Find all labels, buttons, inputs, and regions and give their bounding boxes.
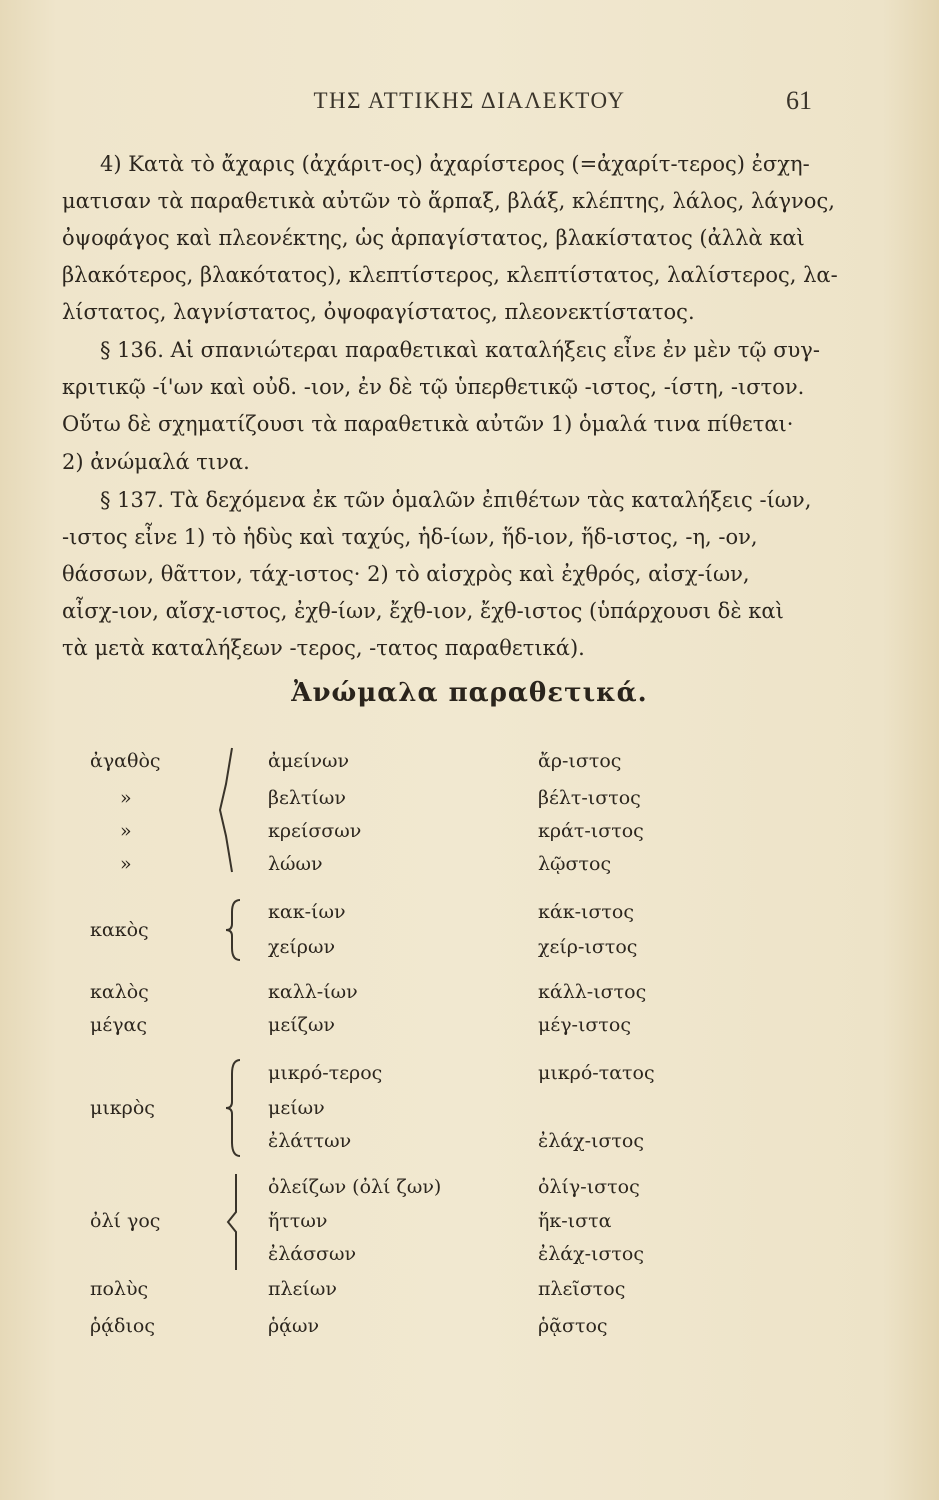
text-line: Οὕτω δὲ σχηματίζουσι τὰ παραθετικὰ αὐτῶν 1) ὁμαλά τινα πίθεται· — [62, 412, 794, 436]
grouping-brace — [212, 744, 242, 876]
superlative-form: χείρ-ιστος — [538, 936, 638, 958]
positive-form: πολὺς — [90, 1278, 149, 1300]
comparative-form: μικρό-τερος — [268, 1062, 383, 1084]
superlative-form: ἐλάχ-ιστος — [538, 1130, 645, 1152]
positive-form: ἀγαθὸς — [90, 750, 161, 772]
positive-form: μέγας — [90, 1014, 148, 1036]
superlative-form: κάλλ-ιστος — [538, 981, 647, 1003]
comparative-form: χείρων — [268, 936, 336, 958]
text-line: 2) ἀνώμαλά τινα. — [62, 450, 250, 474]
grouping-brace — [222, 1172, 246, 1272]
comparative-form: μείζων — [268, 1014, 335, 1036]
text-line: ματισαν τὰ παραθετικὰ αὐτῶν τὸ ἅρπαξ, βλάξ, κλέπτης, λάλος, λάγνος, — [62, 189, 835, 213]
comparative-form: καλλ-ίων — [268, 981, 358, 1003]
positive-form: μικρὸς — [90, 1097, 155, 1119]
positive-form: » — [120, 820, 132, 842]
positive-form: » — [120, 787, 132, 809]
text-line: ὀψοφάγος καὶ πλεονέκτης, ὡς ἁρπαγίστατος, βλακίστατος (ἀλλὰ καὶ — [62, 226, 805, 250]
superlative-form: βέλτ-ιστος — [538, 787, 641, 809]
comparative-form: ἐλάττων — [268, 1130, 352, 1152]
text-line: θάσσων, θᾶττον, τάχ-ιστος· 2) τὸ αἰσχρὸς καὶ ἐχθρός, αἰσχ-ίων, — [62, 562, 750, 586]
text-line: κριτικῷ -ί'ων καὶ οὐδ. -ιον, ἐν δὲ τῷ ὑπερθετικῷ -ιστος, -ίστη, -ιστον. — [62, 375, 805, 399]
grouping-brace — [222, 1058, 246, 1158]
superlative-form: μικρό-τατος — [538, 1062, 655, 1084]
text-line: § 136. Αἱ σπανιώτεραι παραθετικαὶ καταλήξεις εἶνε ἐν μὲν τῷ συγ- — [100, 338, 820, 362]
grouping-brace — [222, 898, 246, 962]
comparative-form: κρείσσων — [268, 820, 362, 842]
table-title: Ἀνώμαλα παραθετικά. — [291, 678, 648, 708]
superlative-form: ἄρ-ιστος — [538, 750, 622, 772]
comparative-form: ὀλείζων (ὀλί ζων) — [268, 1176, 442, 1198]
comparative-form: λώων — [268, 853, 323, 875]
positive-form: καλὸς — [90, 981, 149, 1003]
positive-form: » — [120, 853, 132, 875]
page-number: 61 — [786, 86, 812, 115]
running-header: ΤΗΣ ΑΤΤΙΚΗΣ ΔΙΑΛΕΚΤΟΥ — [313, 88, 626, 113]
superlative-form: ἥκ-ιστα — [538, 1210, 612, 1232]
comparative-form: ῥᾴων — [268, 1315, 320, 1337]
superlative-form: κάκ-ιστος — [538, 901, 635, 923]
text-line: βλακότερος, βλακότατος), κλεπτίστερος, κλεπτίστατος, λαλίστερος, λα- — [62, 263, 838, 287]
text-line: τὰ μετὰ καταλήξεων -τερος, -τατος παραθετικά). — [62, 636, 585, 660]
superlative-form: ῥᾷστος — [538, 1315, 608, 1337]
comparative-form: ἥττων — [268, 1210, 328, 1232]
superlative-form: ὀλίγ-ιστος — [538, 1176, 640, 1198]
text-line: -ιστος εἶνε 1) τὸ ἡδὺς καὶ ταχύς, ἡδ-ίων, ἥδ-ιον, ἥδ-ιστος, -η, -ον, — [62, 525, 758, 549]
superlative-form: λῷστος — [538, 853, 612, 875]
comparative-form: μείων — [268, 1097, 325, 1119]
comparative-form: βελτίων — [268, 787, 346, 809]
comparative-form: ἀμείνων — [268, 750, 350, 772]
positive-form: ὀλί γος — [90, 1210, 161, 1232]
text-line: 4) Κατὰ τὸ ἄχαρις (ἀχάριτ-ος) ἀχαρίστερος (=ἀχαρίτ-τερος) ἐσχη- — [100, 152, 810, 176]
comparative-form: πλείων — [268, 1278, 337, 1300]
superlative-form: κράτ-ιστος — [538, 820, 644, 842]
text-line: αἶσχ-ιον, αἴσχ-ιστος, ἐχθ-ίων, ἔχθ-ιον, ἔχθ-ιστος (ὑπάρχουσι δὲ καὶ — [62, 599, 784, 623]
text-line: § 137. Τὰ δεχόμενα ἐκ τῶν ὁμαλῶν ἐπιθέτων τὰς καταλήξεις -ίων, — [100, 488, 812, 512]
positive-form: ῥᾴδιος — [90, 1315, 155, 1337]
superlative-form: μέγ-ιστος — [538, 1014, 631, 1036]
text-line: λίστατος, λαγνίστατος, ὀψοφαγίστατος, πλεονεκτίστατος. — [62, 300, 695, 324]
comparative-form: κακ-ίων — [268, 901, 346, 923]
positive-form: κακὸς — [90, 919, 149, 941]
comparative-form: ἐλάσσων — [268, 1243, 357, 1265]
superlative-form: πλεῖστος — [538, 1278, 626, 1300]
superlative-form: ἐλάχ-ιστος — [538, 1243, 645, 1265]
